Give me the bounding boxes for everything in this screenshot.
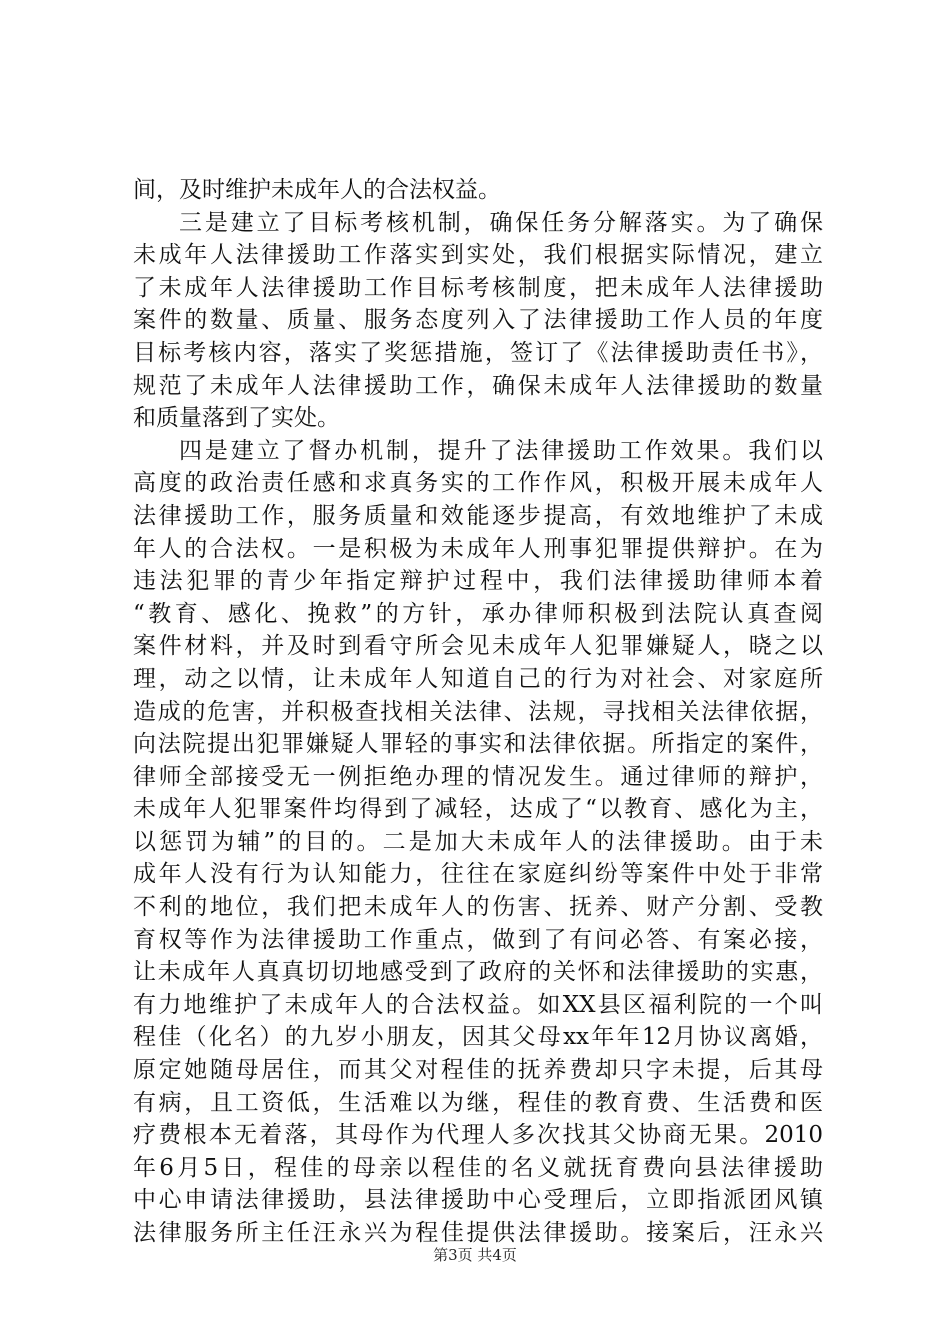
text-line: 规范了未成年人法律援助工作，确保未成年人法律援助的数量 — [133, 372, 823, 399]
text-line: 中心申请法律援助，县法律援助中心受理后，立即指派团风镇 — [133, 1187, 823, 1214]
text-line: 不利的地位，我们把未成年人的伤害、抚养、财产分割、受教 — [133, 894, 823, 921]
text-line: 案件的数量、质量、服务态度列入了法律援助工作人员的年度 — [133, 307, 823, 334]
text-line: 有病，且工资低，生活难以为继，程佳的教育费、生活费和医 — [133, 1089, 823, 1116]
text-line: 了未成年人法律援助工作目标考核制度，把未成年人法律援助 — [133, 274, 823, 301]
text-line: 三是建立了目标考核机制，确保任务分解落实。为了确保 — [179, 209, 823, 236]
text-line: 律师全部接受无一例拒绝办理的情况发生。通过律师的辩护， — [133, 763, 823, 790]
text-line: 育权等作为法律援助工作重点，做到了有问必答、有案必接， — [133, 926, 823, 953]
text-line: 四是建立了督办机制，提升了法律援助工作效果。我们以 — [179, 437, 823, 464]
text-line: 间，及时维护未成年人的合法权益。 — [133, 177, 501, 203]
text-line: 法律服务所主任汪永兴为程佳提供法律援助。接案后，汪永兴 — [133, 1220, 823, 1246]
text-line: 有力地维护了未成年人的合法权益。如XX县区福利院的一个叫 — [133, 991, 823, 1018]
text-line: 程佳（化名）的九岁小朋友，因其父母xx年年12月协议离婚， — [133, 1024, 823, 1051]
text-line: 年人的合法权。一是积极为未成年人刑事犯罪提供辩护。在为 — [133, 535, 823, 562]
text-line: “教育、感化、挽救”的方针，承办律师积极到法院认真查阅 — [133, 600, 823, 627]
text-line: 法律援助工作，服务质量和效能逐步提高，有效地维护了未成 — [133, 502, 823, 529]
text-line: 违法犯罪的青少年指定辩护过程中，我们法律援助律师本着 — [133, 568, 823, 595]
text-line: 造成的危害，并积极查找相关法律、法规，寻找相关法律依据， — [133, 698, 823, 725]
text-line: 疗费根本无着落，其母作为代理人多次找其父协商无果。2010 — [133, 1122, 823, 1149]
page-footer: 第3页 共4页 — [433, 1246, 517, 1264]
text-line: 理，动之以情，让未成年人知道自己的行为对社会、对家庭所 — [133, 665, 823, 692]
text-line: 未成年人法律援助工作落实到实处，我们根据实际情况，建立 — [133, 242, 823, 269]
text-line: 案件材料，并及时到看守所会见未成年人犯罪嫌疑人，晓之以 — [133, 633, 823, 660]
body-text — [133, 174, 823, 1250]
text-line: 年6月5日，程佳的母亲以程佳的名义就抚育费向县法律援助 — [133, 1154, 823, 1181]
text-line: 和质量落到了实处。 — [133, 405, 340, 432]
text-line: 成年人没有行为认知能力，往往在家庭纠纷等案件中处于非常 — [133, 861, 823, 888]
text-line: 目标考核内容，落实了奖惩措施，签订了《法律援助责任书》， — [133, 339, 823, 366]
text-line: 让未成年人真真切切地感受到了政府的关怀和法律援助的实惠， — [133, 959, 823, 986]
text-line: 以惩罚为辅”的目的。二是加大未成年人的法律援助。由于未 — [133, 828, 823, 855]
text-line: 向法院提出犯罪嫌疑人罪轻的事实和法律依据。所指定的案件， — [133, 731, 823, 758]
text-line: 高度的政治责任感和求真务实的工作作风，积极开展未成年人 — [133, 470, 823, 497]
text-line: 原定她随母居住，而其父对程佳的抚养费却只字未提，后其母 — [133, 1057, 823, 1084]
text-line: 未成年人犯罪案件均得到了减轻，达成了“以教育、感化为主， — [133, 796, 823, 823]
